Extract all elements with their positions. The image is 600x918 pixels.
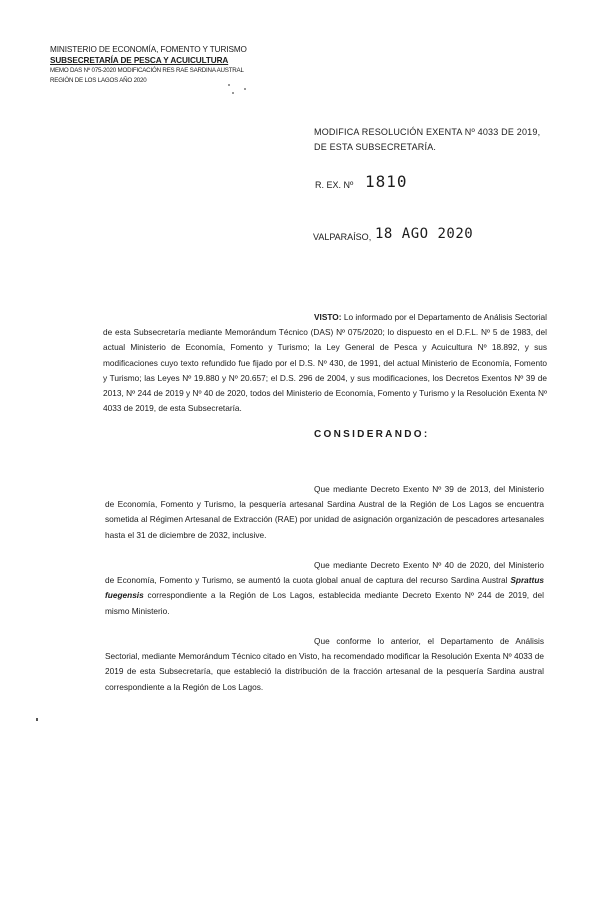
subsecretaria-name: SUBSECRETARÍA DE PESCA Y ACUICULTURA <box>50 56 229 65</box>
considerando-heading: CONSIDERANDO: <box>314 429 430 440</box>
stamped-date: 18 AGO 2020 <box>375 226 474 242</box>
visto-paragraph <box>103 310 547 416</box>
city-label: VALPARAÍSO, <box>313 232 372 242</box>
p2-text-before: Que mediante Decreto Exento Nº 40 de 2020, del Ministerio de Economía, Fomento y Turismo, se aumentó la cuota global anual de captura del recurso Sardina Austral <box>105 560 544 586</box>
scan-speck <box>232 92 234 94</box>
scan-mark <box>36 718 38 721</box>
resolution-number: 1810 <box>365 172 408 191</box>
considerando-paragraph-3: Que conforme lo anterior, el Departamento de Análisis Sectorial, mediante Memorándum Técnico citado en Visto, ha recomendado modificar la Resolución Exenta Nº 4033 de 2019 de esta Subsecretaría, que estableció la distribución de la fracción artesanal de la pesquería Sardina austral correspondiente a la Región de Los Lagos. <box>105 636 545 692</box>
ministry-name: MINISTERIO DE ECONOMÍA, FOMENTO Y TURISMO <box>50 45 247 54</box>
subject-line2: DE ESTA SUBSECRETARÍA. <box>314 142 437 152</box>
p2-text-after: correspondiente a la Región de Los Lagos, establecida mediante Decreto Exento Nº 244 de 2019, del mismo Ministerio. <box>105 590 544 616</box>
resolution-subject <box>314 125 540 155</box>
scan-speck <box>228 84 230 86</box>
subject-line1: MODIFICA RESOLUCIÓN EXENTA Nº 4033 DE 2019, <box>314 127 541 137</box>
considerando-paragraph-1: Que mediante Decreto Exento Nº 39 de 2013, del Ministerio de Economía, Fomento y Turismo, la pesquería artesanal Sardina Austral de la Región de Los Lagos se encuentra sometida al Régimen Artesanal de Extracción (RAE) por unidad de asignación organización de pescadores artesanales hasta el 31 de diciembre de 2032, inclusive. <box>105 484 544 540</box>
resolution-label: R. EX. Nº <box>315 180 354 190</box>
considerando-paragraph-2 <box>105 558 544 618</box>
letterhead <box>50 44 290 86</box>
visto-text: Lo informado por el Departamento de Análisis Sectorial de esta Subsecretaría mediante Memorándum Técnico (DAS) Nº 075/2020; lo dispuesto en el D.F.L. Nº 5 de 1983, del actual Ministerio de Economía, Fomento y Turismo; la Ley General de Pesca y Acuicultura Nº 18.892, y sus modificaciones cuyo texto refundido fue fijado por el D.S. Nº 430, de 1991, del actual Ministerio de Economía, Fomento y Turismo; las Leyes Nº 19.880 y Nº 20.657; el D.S. 296 de 2004, y sus modificaciones, los Decretos Exentos Nº 39 de 2013, Nº 244 de 2019 y Nº 40 de 2020, todos del Ministerio de Economía, Fomento y Turismo y la Resolución Exenta Nº 4033 de 2019, de esta Subsecretaría. <box>103 312 547 413</box>
scan-speck <box>244 88 246 90</box>
memo-reference-line2: REGIÓN DE LOS LAGOS AÑO 2020 <box>50 77 147 84</box>
species-name: Sprattus fuegensis <box>105 575 544 601</box>
memo-reference-line1: MEMO DAS Nº 075-2020 MODIFICACIÓN RES RAE SARDINA AUSTRAL <box>50 67 244 74</box>
visto-label: VISTO: <box>314 312 342 323</box>
